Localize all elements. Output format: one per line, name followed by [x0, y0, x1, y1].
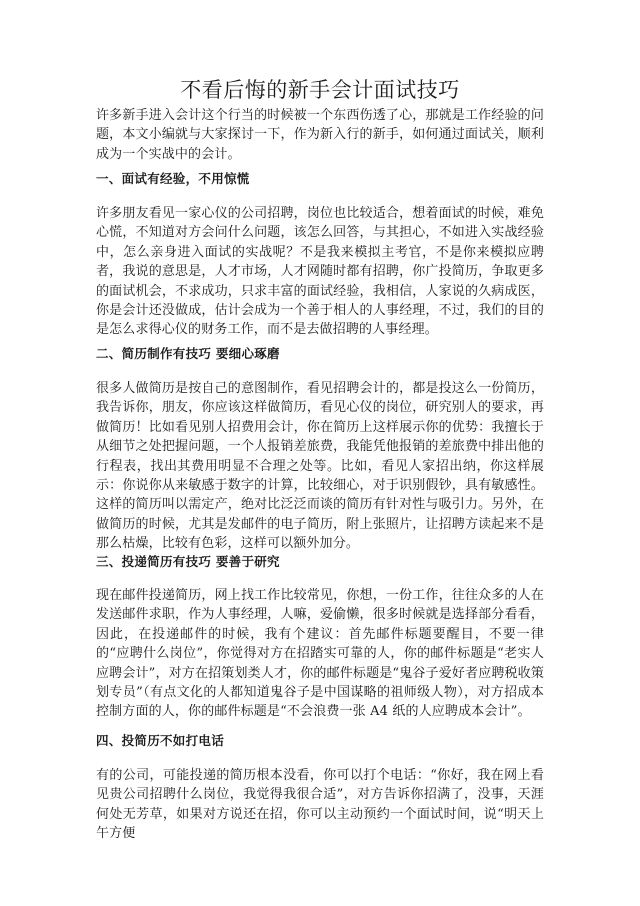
section-heading: 三、投递简历有技巧 要善于研究: [96, 554, 280, 569]
section-3-heading-block: [96, 552, 544, 570]
section-4-body-block: [96, 766, 544, 844]
section-paragraph: 许多朋友看见一家心仪的公司招聘，岗位也比较适合，想着面试的时候，难免心慌，不知道对方会问什么问题，该怎么回答，与其担心，不如进入实战经验中，怎么亲身进入面试的实战呢？不是我来模拟主考官，不是你来模拟应聘者，我说的意思是，人才市场，人才网随时都有招聘，你广投简历，争取更多的面试机会，不求成功，只求丰富的面试经验，我相信，人家说的久病成医，你是会计还没做成，估计会成为一个善于相人的人事经理，不过，我们的目的是怎么求得心仪的财务工作，而不是去做招聘的人事经理。: [96, 206, 544, 338]
intro-paragraph: 许多新手进入会计这个行当的时候被一个东西伤透了心，那就是工作经验的问题，本文小编就与大家探讨一下，作为新入行的新手，如何通过面试关，顺利成为一个实战中的会计。: [96, 108, 544, 162]
document-title: 不看后悔的新手会计面试技巧: [180, 78, 460, 102]
section-paragraph: 有的公司，可能投递的简历根本没看，你可以打个电话：“你好，我在网上看见贵公司招聘什么岗位，我觉得我很合适”，对方告诉你招满了，没事，天涯何处无芳草，如果对方说还在招，你可以主动预约一个面试时间，说“明天上午方便: [96, 768, 544, 842]
section-heading: 四、投简历不如打电话: [96, 733, 225, 748]
section-paragraph: 很多人做简历是按自己的意图制作，看见招聘会计的，都是投这么一份简历，我告诉你，朋友，你应该这样做简历，看见心仪的岗位，研究别人的要求，再做简历！比如看见别人招费用会计，你在简历上这样展示你的优势：我擅长于从细节之处把握问题，一个人报销差旅费，我能凭他报销的差旅费中排出他的行程表，找出其费用明显不合理之处等。比如，看见人家招出纳，你这样展示：你说你从来敏感于数字的计算，比较细心，对于识别假钞，具有敏感性。这样的简历叫以需定产，绝对比泛泛而谈的简历有针对性与吸引力。另外，在做简历的时候，尤其是发邮件的电子简历，附上张照片，让招聘方读起来不是那么枯燥，比较有色彩，这样可以额外加分。: [96, 381, 544, 552]
section-2-heading-block: [96, 344, 544, 362]
intro-block: [96, 106, 544, 164]
section-2-body-block: [96, 379, 544, 554]
section-3-body-block: [96, 586, 544, 722]
section-heading: 二、简历制作有技巧 要细心琢磨: [96, 346, 280, 361]
section-heading: 一、面试有经验，不用惊慌: [96, 171, 250, 186]
section-1-body-block: [96, 204, 544, 340]
section-1-heading-block: [96, 169, 544, 187]
section-paragraph: 现在邮件投递简历，网上找工作比较常见，你想，一份工作，往往众多的人在发送邮件求职，作为人事经理，人嘛，爱偷懒，很多时候就是选择部分看看，因此，在投递邮件的时候，我有个建议：首先邮件标题要醒目，不要一律的“应聘什么岗位”，你觉得对方在招踏实可靠的人，你的邮件标题是“老实人应聘会计”，对方在招策划类人才，你的邮件标题是“鬼谷子爱好者应聘税收策划专员”（有点文化的人都知道鬼谷子是中国谋略的祖师级人物），对方招成本控制方面的人，你的邮件标题是“不会浪费一张 A4 纸的人应聘成本会计”。: [96, 588, 544, 720]
section-4-heading-block: [96, 731, 544, 749]
